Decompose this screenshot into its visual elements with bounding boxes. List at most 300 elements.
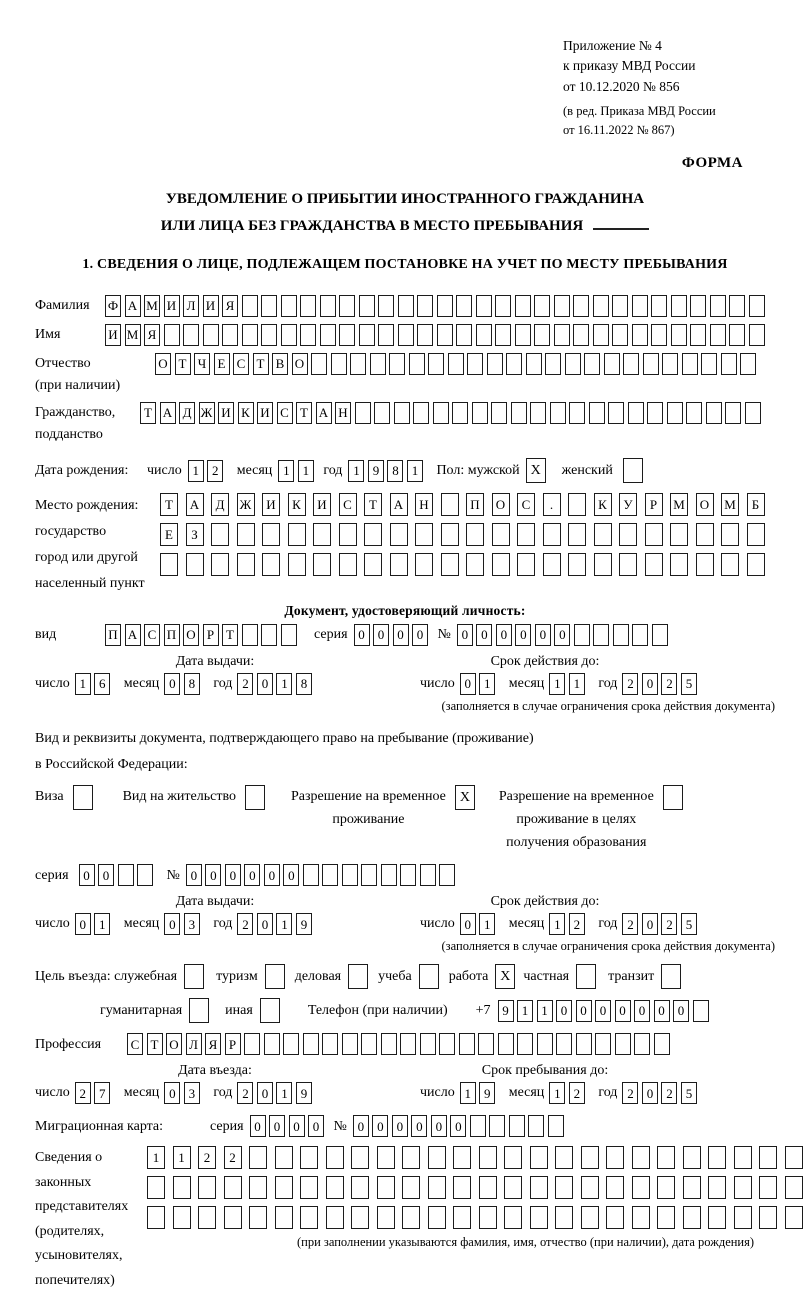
char-cell[interactable] (402, 1146, 420, 1169)
char-cell[interactable]: А (160, 402, 176, 424)
char-cell[interactable] (651, 324, 667, 346)
char-cell[interactable] (690, 324, 706, 346)
char-cell[interactable] (339, 324, 355, 346)
char-cell[interactable]: З (186, 523, 204, 546)
char-cell[interactable] (740, 353, 756, 375)
char-cell[interactable] (619, 523, 637, 546)
char-cell[interactable] (311, 353, 327, 375)
char-cell[interactable] (249, 1146, 267, 1169)
char-cell[interactable]: Т (160, 493, 178, 516)
char-cell[interactable] (623, 458, 643, 483)
char-cell[interactable] (515, 324, 531, 346)
char-cell[interactable]: 0 (205, 864, 221, 886)
char-cell[interactable] (224, 1176, 242, 1199)
char-cell[interactable] (303, 1033, 319, 1055)
char-cell[interactable] (721, 353, 737, 375)
char-cell[interactable]: П (466, 493, 484, 516)
char-cell[interactable] (339, 553, 357, 576)
char-cell[interactable]: Е (160, 523, 178, 546)
char-cell[interactable]: 0 (257, 1082, 273, 1104)
char-cell[interactable]: 0 (308, 1115, 324, 1137)
char-cell[interactable]: 2 (569, 1082, 585, 1104)
char-cell[interactable] (594, 523, 612, 546)
char-cell[interactable] (459, 1033, 475, 1055)
char-cell[interactable] (576, 1033, 592, 1055)
char-cell[interactable] (398, 324, 414, 346)
char-cell[interactable] (657, 1206, 675, 1229)
char-cell[interactable]: Я (144, 324, 160, 346)
char-cell[interactable]: 0 (393, 624, 409, 646)
char-cell[interactable] (632, 1146, 650, 1169)
char-cell[interactable]: 0 (79, 864, 95, 886)
char-cell[interactable]: П (105, 624, 121, 646)
char-cell[interactable] (428, 1206, 446, 1229)
char-cell[interactable] (262, 523, 280, 546)
char-cell[interactable] (682, 353, 698, 375)
char-cell[interactable]: М (144, 295, 160, 317)
char-cell[interactable] (657, 1146, 675, 1169)
char-cell[interactable] (759, 1176, 777, 1199)
char-cell[interactable] (708, 1176, 726, 1199)
char-cell[interactable] (428, 1146, 446, 1169)
char-cell[interactable]: 5 (681, 913, 697, 935)
char-cell[interactable]: 0 (164, 1082, 180, 1104)
char-cell[interactable]: 9 (479, 1082, 495, 1104)
char-cell[interactable]: 0 (257, 673, 273, 695)
char-cell[interactable] (377, 1176, 395, 1199)
char-cell[interactable] (326, 1176, 344, 1199)
char-cell[interactable] (573, 324, 589, 346)
char-cell[interactable] (147, 1176, 165, 1199)
char-cell[interactable] (118, 864, 134, 886)
char-cell[interactable]: С (144, 624, 160, 646)
char-cell[interactable]: 1 (537, 1000, 553, 1022)
char-cell[interactable] (615, 1033, 631, 1055)
char-cell[interactable] (632, 624, 648, 646)
char-cell[interactable] (359, 324, 375, 346)
char-cell[interactable] (568, 493, 586, 516)
char-cell[interactable] (613, 624, 629, 646)
char-cell[interactable] (491, 402, 507, 424)
char-cell[interactable] (260, 998, 280, 1023)
char-cell[interactable] (467, 353, 483, 375)
char-cell[interactable] (612, 324, 628, 346)
char-cell[interactable] (262, 553, 280, 576)
char-cell[interactable] (632, 324, 648, 346)
char-cell[interactable] (785, 1146, 803, 1169)
char-cell[interactable] (670, 553, 688, 576)
char-cell[interactable] (504, 1146, 522, 1169)
char-cell[interactable] (543, 523, 561, 546)
char-cell[interactable] (574, 624, 590, 646)
char-cell[interactable]: 0 (250, 1115, 266, 1137)
char-cell[interactable]: 1 (94, 913, 110, 935)
char-cell[interactable] (283, 1033, 299, 1055)
char-cell[interactable] (515, 295, 531, 317)
char-cell[interactable]: 8 (296, 673, 312, 695)
char-cell[interactable]: Е (214, 353, 230, 375)
char-cell[interactable] (361, 1033, 377, 1055)
char-cell[interactable]: 2 (207, 460, 223, 482)
char-cell[interactable] (548, 1115, 564, 1137)
char-cell[interactable] (734, 1176, 752, 1199)
char-cell[interactable]: 0 (554, 624, 570, 646)
char-cell[interactable] (492, 523, 510, 546)
char-cell[interactable] (183, 324, 199, 346)
char-cell[interactable] (242, 624, 258, 646)
char-cell[interactable]: 0 (164, 913, 180, 935)
char-cell[interactable] (555, 1146, 573, 1169)
char-cell[interactable]: 1 (549, 913, 565, 935)
char-cell[interactable]: 1 (278, 460, 294, 482)
char-cell[interactable]: 0 (264, 864, 280, 886)
char-cell[interactable]: С (517, 493, 535, 516)
char-cell[interactable] (448, 353, 464, 375)
char-cell[interactable] (198, 1176, 216, 1199)
char-cell[interactable] (453, 1206, 471, 1229)
char-cell[interactable] (594, 553, 612, 576)
char-cell[interactable] (73, 785, 93, 810)
char-cell[interactable]: С (233, 353, 249, 375)
char-cell[interactable]: К (594, 493, 612, 516)
char-cell[interactable] (606, 1176, 624, 1199)
char-cell[interactable] (417, 324, 433, 346)
char-cell[interactable] (683, 1146, 701, 1169)
char-cell[interactable]: 0 (98, 864, 114, 886)
char-cell[interactable] (441, 493, 459, 516)
char-cell[interactable]: В (272, 353, 288, 375)
char-cell[interactable] (242, 324, 258, 346)
char-cell[interactable] (721, 553, 739, 576)
char-cell[interactable]: Л (186, 1033, 202, 1055)
char-cell[interactable] (300, 324, 316, 346)
char-cell[interactable] (394, 402, 410, 424)
char-cell[interactable] (361, 864, 377, 886)
char-cell[interactable]: 2 (661, 673, 677, 695)
char-cell[interactable] (364, 523, 382, 546)
char-cell[interactable]: О (155, 353, 171, 375)
char-cell[interactable]: 0 (75, 913, 91, 935)
char-cell[interactable]: Я (222, 295, 238, 317)
char-cell[interactable]: 0 (257, 913, 273, 935)
char-cell[interactable] (554, 295, 570, 317)
char-cell[interactable]: 1 (479, 673, 495, 695)
char-cell[interactable] (409, 353, 425, 375)
char-cell[interactable]: 0 (642, 913, 658, 935)
char-cell[interactable]: 8 (387, 460, 403, 482)
char-cell[interactable] (721, 523, 739, 546)
char-cell[interactable] (249, 1206, 267, 1229)
char-cell[interactable] (701, 353, 717, 375)
char-cell[interactable] (495, 295, 511, 317)
char-cell[interactable] (555, 1176, 573, 1199)
char-cell[interactable] (288, 523, 306, 546)
char-cell[interactable] (400, 864, 416, 886)
char-cell[interactable] (734, 1206, 752, 1229)
char-cell[interactable] (476, 295, 492, 317)
char-cell[interactable] (606, 1206, 624, 1229)
char-cell[interactable] (281, 324, 297, 346)
char-cell[interactable] (686, 402, 702, 424)
char-cell[interactable]: 1 (348, 460, 364, 482)
char-cell[interactable]: 0 (289, 1115, 305, 1137)
char-cell[interactable]: 0 (372, 1115, 388, 1137)
char-cell[interactable]: 1 (479, 913, 495, 935)
char-cell[interactable] (264, 1033, 280, 1055)
char-cell[interactable] (320, 324, 336, 346)
char-cell[interactable]: 3 (184, 913, 200, 935)
char-cell[interactable] (729, 295, 745, 317)
char-cell[interactable] (313, 553, 331, 576)
char-cell[interactable] (342, 1033, 358, 1055)
char-cell[interactable] (326, 1146, 344, 1169)
char-cell[interactable] (378, 324, 394, 346)
char-cell[interactable] (708, 1206, 726, 1229)
char-cell[interactable] (634, 1033, 650, 1055)
char-cell[interactable]: О (696, 493, 714, 516)
char-cell[interactable] (511, 402, 527, 424)
char-cell[interactable] (498, 1033, 514, 1055)
char-cell[interactable] (439, 1033, 455, 1055)
char-cell[interactable]: 2 (661, 1082, 677, 1104)
char-cell[interactable] (652, 624, 668, 646)
char-cell[interactable] (466, 553, 484, 576)
char-cell[interactable]: 0 (460, 913, 476, 935)
char-cell[interactable] (261, 295, 277, 317)
char-cell[interactable] (479, 1146, 497, 1169)
char-cell[interactable]: М (670, 493, 688, 516)
char-cell[interactable] (593, 324, 609, 346)
char-cell[interactable]: И (218, 402, 234, 424)
char-cell[interactable] (628, 402, 644, 424)
char-cell[interactable]: 0 (412, 624, 428, 646)
char-cell[interactable] (576, 964, 596, 989)
char-cell[interactable] (402, 1206, 420, 1229)
char-cell[interactable]: 0 (186, 864, 202, 886)
char-cell[interactable] (534, 324, 550, 346)
char-cell[interactable] (593, 624, 609, 646)
char-cell[interactable] (509, 1115, 525, 1137)
char-cell[interactable]: Р (225, 1033, 241, 1055)
char-cell[interactable] (479, 1206, 497, 1229)
char-cell[interactable]: 1 (407, 460, 423, 482)
char-cell[interactable]: Т (222, 624, 238, 646)
char-cell[interactable]: Ф (105, 295, 121, 317)
char-cell[interactable]: 8 (184, 673, 200, 695)
char-cell[interactable] (186, 553, 204, 576)
char-cell[interactable]: О (492, 493, 510, 516)
char-cell[interactable]: Ж (199, 402, 215, 424)
char-cell[interactable] (584, 353, 600, 375)
char-cell[interactable] (759, 1206, 777, 1229)
char-cell[interactable]: У (619, 493, 637, 516)
char-cell[interactable] (198, 1206, 216, 1229)
char-cell[interactable] (364, 553, 382, 576)
char-cell[interactable]: 2 (661, 913, 677, 935)
char-cell[interactable] (612, 295, 628, 317)
char-cell[interactable] (759, 1146, 777, 1169)
char-cell[interactable]: Т (175, 353, 191, 375)
char-cell[interactable]: 0 (411, 1115, 427, 1137)
char-cell[interactable] (249, 1176, 267, 1199)
char-cell[interactable]: М (125, 324, 141, 346)
char-cell[interactable] (528, 1115, 544, 1137)
char-cell[interactable] (643, 353, 659, 375)
char-cell[interactable] (245, 785, 265, 810)
char-cell[interactable] (654, 1033, 670, 1055)
char-cell[interactable] (281, 295, 297, 317)
char-cell[interactable] (453, 1176, 471, 1199)
char-cell[interactable] (398, 295, 414, 317)
char-cell[interactable] (413, 402, 429, 424)
char-cell[interactable]: 0 (353, 1115, 369, 1137)
char-cell[interactable] (242, 295, 258, 317)
char-cell[interactable] (504, 1206, 522, 1229)
char-cell[interactable] (604, 353, 620, 375)
char-cell[interactable]: С (277, 402, 293, 424)
char-cell[interactable] (441, 523, 459, 546)
char-cell[interactable] (355, 402, 371, 424)
char-cell[interactable] (452, 402, 468, 424)
char-cell[interactable] (556, 1033, 572, 1055)
char-cell[interactable] (573, 295, 589, 317)
char-cell[interactable] (164, 324, 180, 346)
char-cell[interactable]: И (164, 295, 180, 317)
char-cell[interactable] (261, 324, 277, 346)
char-cell[interactable] (554, 324, 570, 346)
char-cell[interactable]: А (125, 295, 141, 317)
char-cell[interactable]: 0 (496, 624, 512, 646)
char-cell[interactable] (581, 1146, 599, 1169)
char-cell[interactable]: 1 (517, 1000, 533, 1022)
char-cell[interactable]: 1 (549, 673, 565, 695)
char-cell[interactable]: 0 (595, 1000, 611, 1022)
char-cell[interactable] (589, 402, 605, 424)
char-cell[interactable] (708, 1146, 726, 1169)
char-cell[interactable]: . (543, 493, 561, 516)
char-cell[interactable] (593, 295, 609, 317)
char-cell[interactable]: Р (203, 624, 219, 646)
char-cell[interactable] (526, 353, 542, 375)
char-cell[interactable]: А (125, 624, 141, 646)
char-cell[interactable]: 0 (225, 864, 241, 886)
char-cell[interactable] (439, 864, 455, 886)
char-cell[interactable]: 5 (681, 1082, 697, 1104)
char-cell[interactable] (537, 1033, 553, 1055)
char-cell[interactable] (645, 553, 663, 576)
char-cell[interactable] (320, 295, 336, 317)
char-cell[interactable]: 0 (576, 1000, 592, 1022)
char-cell[interactable]: 0 (164, 673, 180, 695)
char-cell[interactable] (670, 523, 688, 546)
char-cell[interactable] (351, 1176, 369, 1199)
char-cell[interactable] (663, 785, 683, 810)
char-cell[interactable] (390, 553, 408, 576)
char-cell[interactable] (211, 553, 229, 576)
char-cell[interactable] (530, 1146, 548, 1169)
char-cell[interactable]: О (166, 1033, 182, 1055)
char-cell[interactable] (428, 1176, 446, 1199)
char-cell[interactable]: Ч (194, 353, 210, 375)
char-cell[interactable]: 0 (515, 624, 531, 646)
char-cell[interactable] (288, 553, 306, 576)
char-cell[interactable]: 1 (75, 673, 91, 695)
char-cell[interactable]: 2 (75, 1082, 91, 1104)
char-cell[interactable]: Т (364, 493, 382, 516)
char-cell[interactable]: Д (179, 402, 195, 424)
char-cell[interactable] (550, 402, 566, 424)
char-cell[interactable] (530, 1206, 548, 1229)
char-cell[interactable] (693, 1000, 709, 1022)
char-cell[interactable]: 2 (622, 673, 638, 695)
char-cell[interactable] (706, 402, 722, 424)
char-cell[interactable] (489, 1115, 505, 1137)
char-cell[interactable] (415, 523, 433, 546)
char-cell[interactable] (453, 1146, 471, 1169)
char-cell[interactable]: 0 (642, 1082, 658, 1104)
char-cell[interactable] (785, 1206, 803, 1229)
char-cell[interactable]: Я (205, 1033, 221, 1055)
char-cell[interactable]: 2 (237, 673, 253, 695)
char-cell[interactable]: 2 (569, 913, 585, 935)
char-cell[interactable] (417, 295, 433, 317)
char-cell[interactable]: М (721, 493, 739, 516)
char-cell[interactable] (189, 998, 209, 1023)
char-cell[interactable] (530, 1176, 548, 1199)
char-cell[interactable]: 1 (276, 673, 292, 695)
char-cell[interactable]: 9 (296, 913, 312, 935)
char-cell[interactable] (683, 1206, 701, 1229)
char-cell[interactable]: 3 (184, 1082, 200, 1104)
char-cell[interactable]: 1 (569, 673, 585, 695)
char-cell[interactable]: И (262, 493, 280, 516)
char-cell[interactable] (568, 523, 586, 546)
char-cell[interactable] (351, 1206, 369, 1229)
char-cell[interactable] (342, 864, 358, 886)
char-cell[interactable] (237, 523, 255, 546)
char-cell[interactable]: 0 (392, 1115, 408, 1137)
char-cell[interactable] (402, 1176, 420, 1199)
char-cell[interactable]: Р (645, 493, 663, 516)
char-cell[interactable]: 9 (296, 1082, 312, 1104)
char-cell[interactable] (261, 624, 277, 646)
char-cell[interactable]: А (316, 402, 332, 424)
char-cell[interactable] (492, 553, 510, 576)
char-cell[interactable] (517, 523, 535, 546)
char-cell[interactable] (420, 864, 436, 886)
char-cell[interactable] (381, 864, 397, 886)
char-cell[interactable] (506, 353, 522, 375)
char-cell[interactable]: С (339, 493, 357, 516)
char-cell[interactable] (275, 1206, 293, 1229)
char-cell[interactable]: 0 (244, 864, 260, 886)
char-cell[interactable] (785, 1176, 803, 1199)
char-cell[interactable] (147, 1206, 165, 1229)
char-cell[interactable] (303, 864, 319, 886)
char-cell[interactable] (530, 402, 546, 424)
char-cell[interactable] (534, 295, 550, 317)
char-cell[interactable]: 0 (556, 1000, 572, 1022)
char-cell[interactable]: 2 (237, 1082, 253, 1104)
char-cell[interactable] (710, 324, 726, 346)
char-cell[interactable] (381, 1033, 397, 1055)
char-cell[interactable] (645, 523, 663, 546)
char-cell[interactable]: 2 (622, 913, 638, 935)
char-cell[interactable] (419, 964, 439, 989)
char-cell[interactable]: 1 (298, 460, 314, 482)
char-cell[interactable] (300, 1146, 318, 1169)
char-cell[interactable] (749, 295, 765, 317)
